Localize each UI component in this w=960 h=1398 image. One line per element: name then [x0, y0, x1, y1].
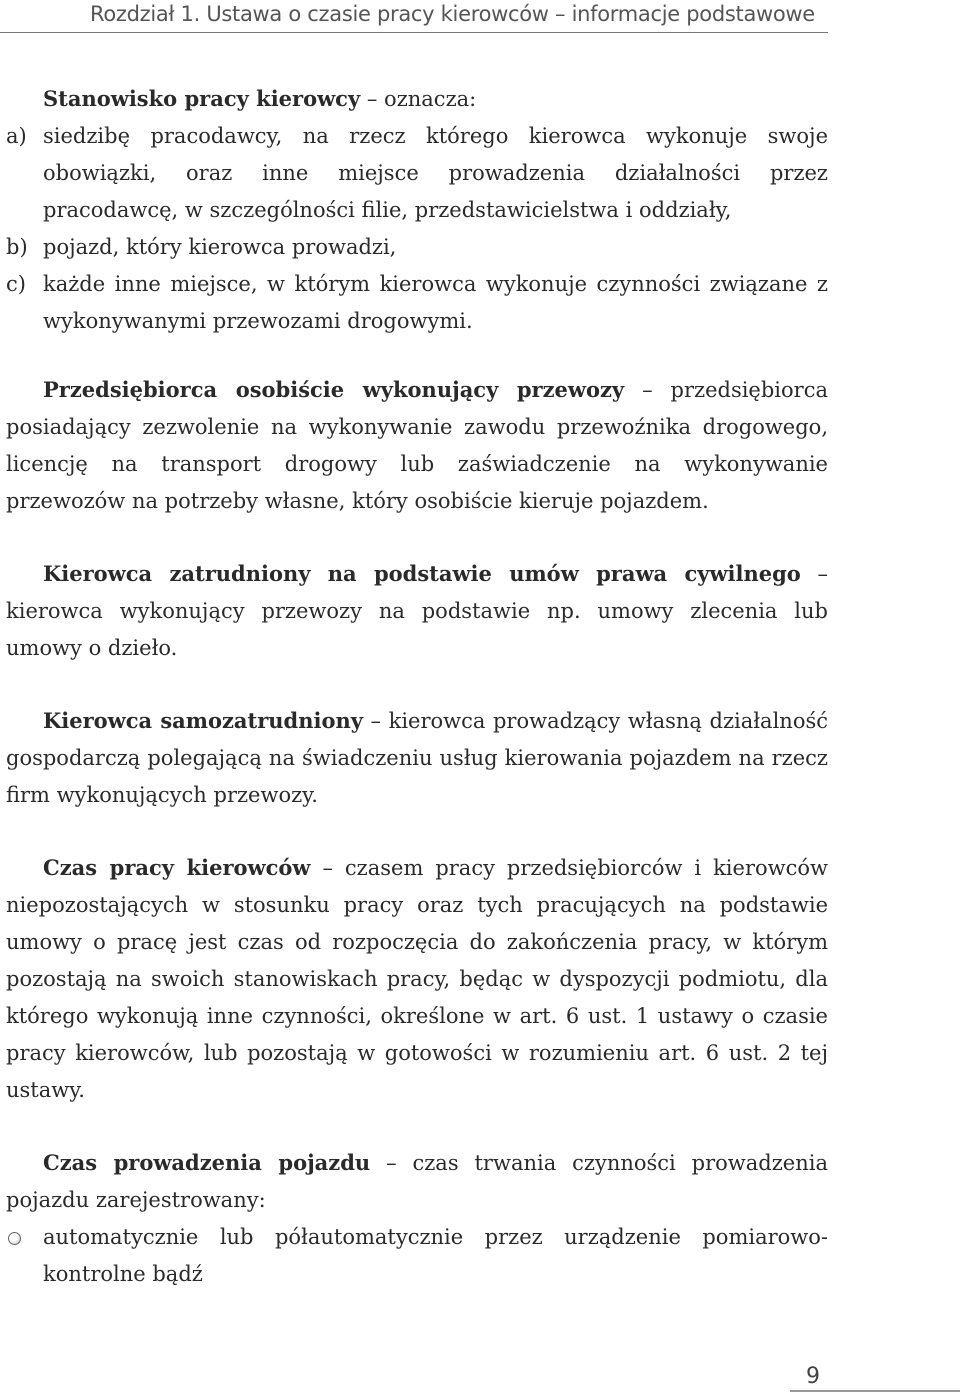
- definition-text: – oznacza:: [366, 87, 477, 111]
- term: Przedsiębiorca osobiście wykonujący przewozy: [43, 377, 625, 402]
- definition-self-employed-driver: [6, 702, 828, 814]
- definition-text: – czas trwania czynności prowadzenia pojazdu zarejestrowany:: [6, 1151, 828, 1212]
- list-marker: a): [6, 124, 27, 148]
- definition-text: – przedsiębiorca posiadający zezwolenie na wykonywanie zawodu przewoźnika drogowego, licencję na transport drogowy lub zaświadczenie na wykonywanie przewozów na potrzeby własne, który osobiście kieruje pojazdem.: [6, 378, 828, 513]
- term: Czas pracy kierowców: [43, 855, 311, 880]
- term: Stanowisko pracy kierowcy: [43, 86, 361, 111]
- page-number: 9: [806, 1364, 820, 1389]
- header-divider: [0, 32, 828, 33]
- definition-text: – czasem pracy przedsiębiorców i kierowców niepozostających w stosunku pracy oraz tych pracujących na podstawie umowy o pracę jest czas od rozpoczęcia do zakończenia pracy, w którym pozostają na swoich stanowiskach pracy, będąc w dyspozycji podmiotu, dla którego wykonują inne czynności, określone w art. 6 ust. 1 ustawy o czasie pracy kierowców, lub pozostają w gotowości w rozumieniu art. 6 ust. 2 tej ustawy.: [6, 856, 828, 1102]
- list-marker: b): [6, 235, 28, 259]
- definition-paragraph: [6, 702, 828, 814]
- definition-paragraph: [6, 1144, 828, 1219]
- list-item: [6, 229, 828, 266]
- running-header: Rozdział 1. Ustawa o czasie pracy kierowców – informacje podstawowe: [90, 2, 815, 26]
- definition-paragraph: [6, 371, 828, 520]
- list-item-text: siedzibę pracodawcy, na rzecz którego kierowca wykonuje swoje obowiązki, oraz inne miejsce prowadzenia działalności przez pracodawcę, w szczególności filie, przedstawicielstwa i oddziały,: [43, 124, 828, 222]
- list-marker: c): [6, 272, 26, 296]
- list-item-text: pojazd, który kierowca prowadzi,: [43, 235, 397, 259]
- definition-civil-contract-driver: [6, 555, 828, 667]
- definition-intro: [6, 80, 828, 118]
- definition-workplace: [6, 80, 828, 340]
- definition-driving-time: [6, 1144, 828, 1293]
- definition-working-time: [6, 849, 828, 1109]
- footer-divider: [790, 1390, 960, 1392]
- circle-bullet-icon: [8, 1232, 21, 1245]
- list-item: [6, 1219, 828, 1293]
- list-item: [6, 118, 828, 229]
- document-body: [6, 80, 828, 1328]
- definition-self-employed-carrier: [6, 371, 828, 520]
- list-item-text: automatycznie lub półautomatycznie przez urządzenie pomiarowo-kontrolne bądź: [43, 1225, 828, 1286]
- bullet-list: [6, 1219, 828, 1293]
- definition-text: – kierowca prowadzący własną działalność gospodarczą polegającą na świadczeniu usług kierowania pojazdem na rzecz firm wykonujących przewozy.: [6, 709, 828, 807]
- list-item: [6, 266, 828, 340]
- definition-paragraph: [6, 849, 828, 1109]
- definition-paragraph: [6, 555, 828, 667]
- term: Czas prowadzenia pojazdu: [43, 1150, 371, 1175]
- definition-list: [6, 118, 828, 340]
- term: Kierowca zatrudniony na podstawie umów prawa cywilnego: [43, 561, 801, 586]
- term: Kierowca samozatrudniony: [43, 708, 363, 733]
- list-item-text: każde inne miejsce, w którym kierowca wykonuje czynności związane z wykonywanymi przewozami drogowymi.: [43, 272, 828, 333]
- definition-text: – kierowca wykonujący przewozy na podstawie np. umowy zlecenia lub umowy o dzieło.: [6, 562, 829, 660]
